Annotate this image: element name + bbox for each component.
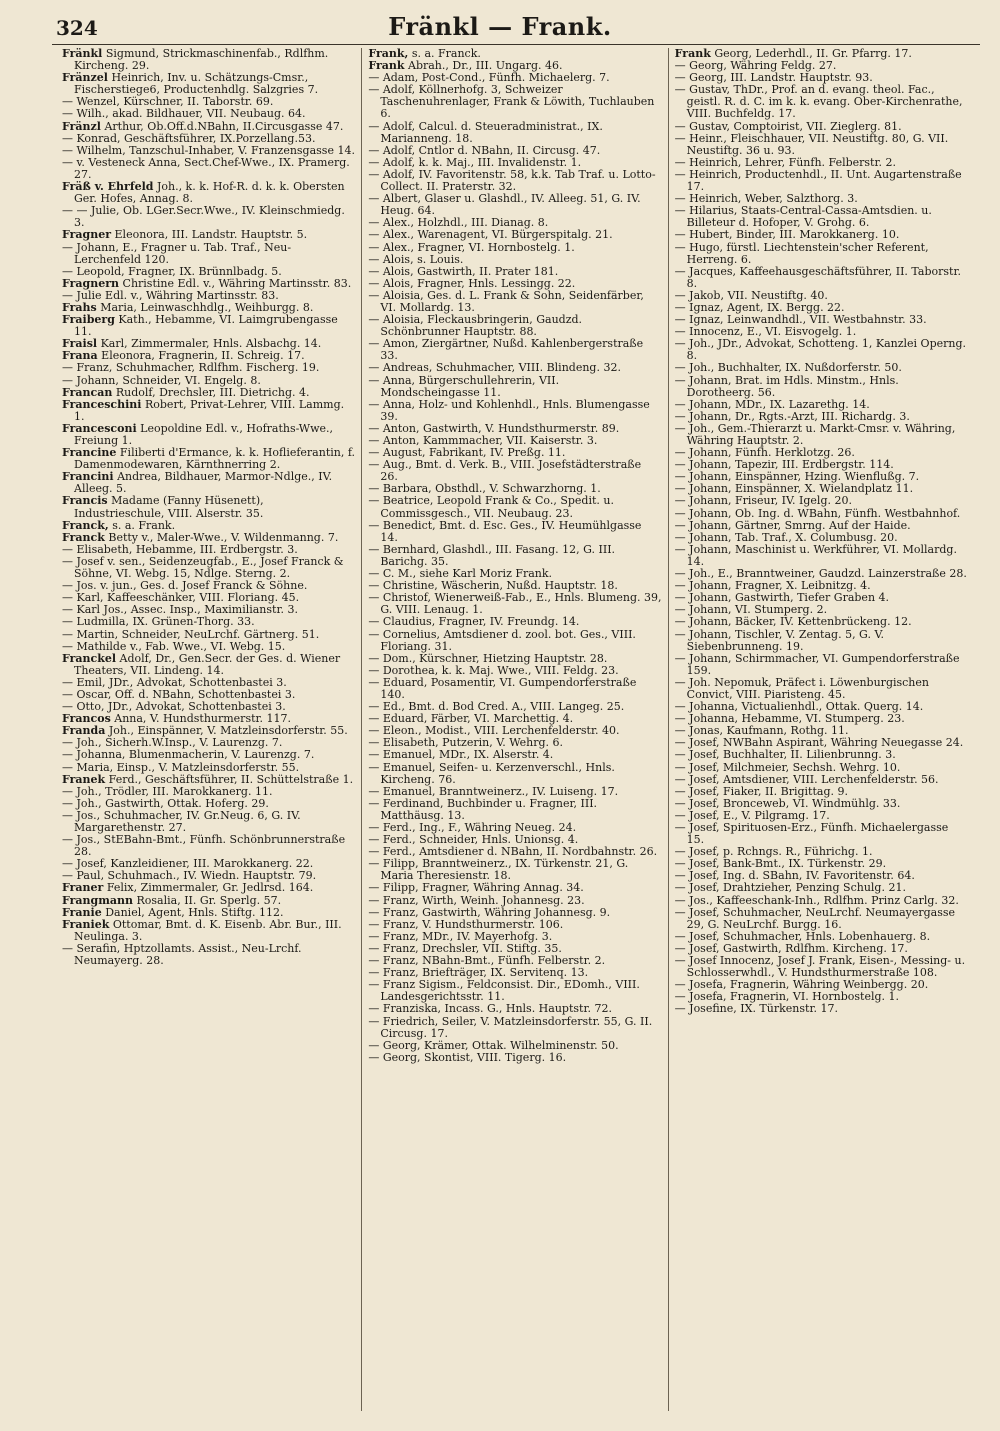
directory-entry [675, 242, 968, 266]
entry-text: — Johann, Maschinist u. Werkführer, VI. Mollardg. 14. [674, 542, 957, 568]
directory-entry [675, 205, 968, 229]
entry-text: — Ed., Bmt. d. Bod Cred. A., VIII. Langeg. 25. [368, 700, 625, 714]
entry-text: — Johann, Friseur, IV. Igelg. 20. [674, 494, 852, 508]
entry-text: — Heinrich, Productenhdl., II. Unt. Augartenstraße 17. [674, 167, 962, 194]
entry-text: — Ludmilla, IX. Grünen-Thorg. 33. [62, 615, 255, 629]
entry-text: — Johann, Tab. Traf., X. Columbusg. 20. [674, 530, 898, 544]
entry-text: Eleonora, III. Landstr. Hauptstr. 5. [114, 228, 308, 242]
entry-text: — Josef, Amtsdiener, VIII. Lerchenfelderstr. 56. [674, 772, 939, 786]
entry-text: — Christof, Wienerweiß-Fab., E., Hnls. Blumeng. 39, G. VIII. Lenaug. 1. [368, 591, 662, 617]
entry-text: — Josef, p. Rchngs. R., Führichg. 1. [674, 845, 873, 859]
entry-text: Maria, Leinwaschhdlg., Weihburgg. 8. [100, 300, 314, 314]
entry-name: Fragner [62, 228, 112, 242]
directory-entry [368, 544, 661, 568]
entry-name: Francesconi [62, 421, 137, 435]
entry-text: — Johann, Schirmmacher, VI. Gumpendorferstraße 159. [674, 651, 960, 677]
entry-text: — Franz, NBahn-Bmt., Fünfh. Felberstr. 2. [368, 954, 606, 968]
entry-text: — Anna, Bürgerschullehrerin, VII. Mondscheingasse 11. [368, 373, 560, 399]
directory-entry [62, 181, 355, 205]
entry-text: — Martin, Schneider, NeuLrchf. Gärtnerg. 51. [62, 627, 320, 641]
entry-text: — Johann, E., Fragner u. Tab. Traf., Neu-Lerchenfeld 120. [62, 240, 292, 266]
entry-text: — Heinrich, Weber, Salzthorg. 3. [674, 192, 858, 206]
directory-column-2 [362, 48, 668, 1411]
entry-text: Adolf, Dr., Gen.Secr. der Ges. d. Wiener Theaters, VII. Lindeng. 14. [74, 651, 341, 677]
directory-entry [368, 762, 661, 786]
entry-text: — Franz, V. Hundsthurmerstr. 106. [368, 917, 564, 931]
entry-text: — Franz, Wirth, Weinh. Johannesg. 23. [368, 893, 585, 907]
entry-text: — Bernhard, Glashdl., III. Fasang. 12, G. III. Barichg. 35. [368, 542, 616, 568]
directory-entry [675, 822, 968, 846]
entry-text: — Wilhelm, Tanzschul-Inhaber, V. Franzensgasse 14. [62, 143, 355, 157]
entry-text: Sigmund, Strickmaschinenfab., Rdlfhm. Kircheng. 29. [74, 48, 329, 73]
directory-entry [62, 834, 355, 858]
entry-text: — Johann, Tapezir, III. Erdbergstr. 114. [674, 458, 894, 472]
entry-text: Madame (Fanny Hüsenett), Industrieschule, VIII. Alserstr. 35. [74, 494, 264, 520]
entry-text: — v. Vesteneck Anna, Sect.Chef-Wwe., IX. Pramerg. 27. [62, 155, 350, 181]
directory-column-1 [56, 48, 362, 1411]
entry-text: — Emil, JDr., Advokat, Schottenbastei 3. [62, 675, 287, 689]
entry-text: Anna, V. Hundsthurmerstr. 117. [114, 712, 292, 726]
entry-text: — Georg, Krämer, Ottak. Wilhelminenstr. 50. [368, 1038, 619, 1052]
entry-text: — Dorothea, k. k. Maj. Wwe., VIII. Feldg. 23. [368, 663, 619, 677]
entry-text: — Dom., Kürschner, Hietzing Hauptstr. 28. [368, 651, 608, 665]
entry-text: — Josef, Bank-Bmt., IX. Türkenstr. 29. [674, 857, 887, 871]
entry-name: Franek [62, 772, 106, 786]
entry-text: — C. M., siehe Karl Moriz Frank. [368, 567, 553, 581]
entry-text: — Josef, Kanzleidiener, III. Marokkanerg. 22. [62, 857, 314, 871]
entry-text: — Hubert, Binder, III. Marokkanerg. 10. [674, 228, 900, 242]
entry-text: — Mathilde v., Fab. Wwe., VI. Webg. 15. [62, 639, 286, 653]
header-rule [52, 44, 980, 45]
entry-text: Kath., Hebamme, VI. Laimgrubengasse 11. [74, 313, 338, 339]
entry-text: — Johann, Einspänner, Hzing. Wienflußg. 7. [674, 470, 920, 484]
entry-text: — Cornelius, Amtsdiener d. zool. bot. Ges., VIII. Floriang. 31. [368, 627, 636, 653]
entry-name: Francini [62, 470, 114, 484]
entry-text: — Johann, Einspänner, X. Wielandplatz 11. [674, 482, 914, 496]
entry-text: — Emanuel, MDr., IX. Alserstr. 4. [368, 748, 554, 762]
directory-entry [368, 1016, 661, 1040]
entry-text: — Jos., Schuhmacher, IV. Gr.Neug. 6, G. IV. Margarethenstr. 27. [62, 808, 301, 834]
directory-entry [368, 193, 661, 217]
entry-name: Francis [62, 494, 108, 508]
directory-entry [368, 629, 661, 653]
directory-entry [675, 84, 968, 120]
directory-entry [368, 495, 661, 519]
directory-entry [675, 955, 968, 979]
entry-text: — Hilarius, Staats-Central-Cassa-Amtsdien. u. Billeteur d. Hofoper, V. Grohg. 6. [674, 204, 932, 230]
entry-text: — Amon, Ziergärtner, Nußd. Kahlenbergerstraße 33. [368, 337, 644, 363]
entry-text: Eleonora, Fragnerin, II. Schreig. 17. [101, 349, 305, 363]
directory-entry [62, 653, 355, 677]
directory-entry [675, 544, 968, 568]
directory-entry [675, 629, 968, 653]
directory-entry [368, 677, 661, 701]
entry-name: Francos [62, 712, 111, 726]
entry-text: Christine Edl. v., Währing Martinsstr. 83. [122, 276, 352, 290]
entry-name: Frank, [368, 48, 409, 60]
entry-text: — Alex., Holzhdl., III. Dianag. 8. [368, 216, 549, 230]
entry-text: — Johann, Tischler, V. Zentag. 5, G. V. Siebenbrunneng. 19. [674, 627, 884, 653]
entry-name: Fräß v. Ehrfeld [62, 180, 154, 194]
entry-text: — Joh., Gem.-Thierarzt u. Markt-Cmsr. v. Währing, Währing Hauptstr. 2. [674, 421, 956, 447]
entry-text: — Jos., StEBahn-Bmt., Fünfh. Schönbrunnerstraße 28. [62, 833, 346, 859]
entry-text: — Josefa, Fragnerin, VI. Hornbostelg. 1. [674, 990, 900, 1004]
entry-text: — Johann, Gastwirth, Tiefer Graben 4. [674, 591, 890, 605]
page-title: Fränkl — Frank. [388, 12, 612, 41]
entry-text: — Alois, Fragner, Hnls. Lessingg. 22. [368, 276, 576, 290]
entry-text: Joh., k. k. Hof-R. d. k. k. Obersten Ger. Hofes, Annag. 8. [74, 180, 345, 206]
entry-text: — Jos. v. jun., Ges. d. Josef Franck & Söhne. [62, 579, 308, 593]
entry-text: — Aloisia, Ges. d. L. Frank & Sohn, Seidenfärber, VI. Mollardg. 13. [368, 288, 644, 314]
entry-text: Ottomar, Bmt. d. K. Eisenb. Abr. Bur., III. Neulinga. 3. [74, 917, 342, 943]
entry-name: Fraiberg [62, 313, 115, 327]
entry-text: — Josef, NWBahn Aspirant, Währing Neuegasse 24. [674, 736, 964, 750]
directory-entry [675, 266, 968, 290]
entry-text: — Benedict, Bmt. d. Esc. Ges., IV. Heumühlgasse 14. [368, 518, 642, 544]
entry-text: — Johann, Dr., Rgts.-Arzt, III. Richardg. 3. [674, 409, 910, 423]
entry-text: — Emanuel, Branntweinerz., IV. Luiseng. 17. [368, 784, 619, 798]
entry-text: — Paul, Schuhmach., IV. Wiedn. Hauptstr. 79. [62, 869, 317, 883]
entry-text: Filiberti d'Ermance, k. k. Hoflieferantin, f. Damenmodewaren, Kärnthnerring 2. [74, 446, 356, 472]
entry-text: Rosalia, II. Gr. Sperlg. 57. [136, 893, 282, 907]
entry-text: — Ferd., Ing., F., Währing Neueg. 24. [368, 821, 577, 834]
entry-text: — Barbara, Obsthdl., V. Schwarzhorng. 1. [368, 482, 601, 496]
entry-text: — Josef, Spirituosen-Erz., Fünfh. Michaelergasse 15. [674, 821, 949, 847]
entry-name: Franck, [62, 518, 109, 532]
entry-text: Rudolf, Drechsler, III. Dietrichg. 4. [115, 385, 310, 399]
entry-text: — Johann, Brat. im Hdls. Minstm., Hnls. Dorotheerg. 56. [674, 373, 899, 399]
entry-text: — Jakob, VII. Neustiftg. 40. [674, 288, 828, 302]
entry-text: — Franz, Schuhmacher, Rdlfhm. Fischerg. 19. [62, 361, 320, 375]
entry-text: — Franz, Drechsler, VII. Stiftg. 35. [368, 941, 562, 955]
directory-entry [62, 314, 355, 338]
entry-text: — Josef v. sen., Seidenzeugfab., E., Josef Franck & Söhne, VI. Webg. 15, Ndlge. Sterng. 2. [62, 554, 344, 581]
directory-entry [62, 205, 355, 229]
entry-text: — Joh., E., Branntweiner, Gaudzd. Lainzerstraße 28. [674, 567, 967, 581]
entry-text: — Aloisia, Fleckausbringerin, Gaudzd. Schönbrunner Hauptstr. 88. [368, 313, 583, 339]
directory-entry [368, 520, 661, 544]
entry-text: — Ignaz, Leinwandhdl., VII. Westbahnstr. 33. [674, 313, 927, 327]
directory-entry [62, 72, 355, 96]
entry-name: Frank [368, 59, 405, 73]
entry-text: — Filipp, Branntweinerz., IX. Türkenstr. 21, G. Maria Theresienstr. 18. [368, 857, 629, 883]
directory-columns [56, 48, 974, 1411]
entry-text: — Karl Jos., Assec. Insp., Maximilianstr. 3. [62, 603, 298, 617]
entry-name: Frahs [62, 300, 97, 314]
entry-text: — Josef, Buchhalter, II. Lilienbrunng. 3. [674, 748, 896, 762]
entry-text: — Joh. Nepomuk, Präfect i. Löwenburgischen Convict, VIII. Piaristeng. 45. [674, 675, 929, 701]
directory-entry [675, 653, 968, 677]
entry-name: Frank [674, 48, 711, 60]
entry-text: — Johann, VI. Stumperg. 2. [674, 603, 828, 617]
entry-text: — Johann, Ob. Ing. d. WBahn, Fünfh. Westbahnhof. [674, 506, 961, 520]
entry-text: — Anton, Kammmacher, VII. Kaiserstr. 3. [368, 434, 598, 447]
directory-entry [368, 592, 661, 616]
entry-text: — Georg, III. Landstr. Hauptstr. 93. [674, 71, 873, 85]
entry-text: — Anton, Gastwirth, V. Hundsthurmerstr. 89. [368, 421, 620, 435]
entry-text: — Adam, Post-Cond., Fünfh. Michaelerg. 7. [368, 71, 610, 85]
entry-text: — Alex., Warenagent, VI. Bürgerspitalg. 21. [368, 228, 613, 242]
entry-text: — Elisabeth, Hebamme, III. Erdbergstr. 3. [62, 542, 298, 556]
entry-name: Franie [62, 905, 102, 919]
entry-text: — Elisabeth, Putzerin, V. Wehrg. 6. [368, 736, 564, 750]
entry-text: — Innocenz, E., VI. Eisvogelg. 1. [674, 325, 857, 339]
entry-text: — Ignaz, Agent, IX. Bergg. 22. [674, 300, 845, 314]
directory-entry [368, 459, 661, 483]
directory-entry [675, 677, 968, 701]
entry-text: — Emanuel, Seifen- u. Kerzenverschl., Hnls. Kircheng. 76. [368, 760, 615, 786]
entry-text: — Adolf, k. k. Maj., III. Invalidenstr. 1. [368, 155, 582, 169]
entry-text: — Jos., Kaffeeschank-Inh., Rdlfhm. Prinz Carlg. 32. [674, 893, 959, 907]
entry-text: — Franz, Gastwirth, Währing Johannesg. 9. [368, 905, 611, 919]
entry-text: — Heinrich, Lehrer, Fünfh. Felberstr. 2. [674, 155, 897, 169]
entry-name: Franck [62, 530, 105, 544]
directory-entry [62, 556, 355, 580]
directory-entry [368, 979, 661, 1003]
entry-text: — Josef, Milchmeier, Sechsh. Wehrg. 10. [674, 760, 901, 774]
directory-entry [368, 858, 661, 882]
directory-entry [62, 48, 355, 72]
entry-text: — Adolf, IV. Favoritenstr. 58, k.k. Tab Traf. u. Lotto-Collect. II. Praterstr. 32. [368, 167, 656, 194]
entry-text: — Leopold, Fragner, IX. Brünnlbadg. 5. [62, 264, 282, 278]
entry-text: — Alex., Fragner, VI. Hornbostelg. 1. [368, 240, 575, 254]
entry-text: Andrea, Bildhauer, Marmor-Ndlge., IV. Alleeg. 5. [74, 470, 333, 496]
entry-name: Frangmann [62, 893, 133, 907]
entry-text: — Georg, Skontist, VIII. Tigerg. 16. [368, 1050, 567, 1064]
entry-text: s. a. Frank. [112, 518, 176, 532]
entry-text: — Albert, Glaser u. Glashdl., IV. Alleeg. 51, G. IV. Heug. 64. [368, 192, 641, 218]
entry-text: — Andreas, Schuhmacher, VIII. Blindeng. 32. [368, 361, 621, 375]
entry-text: — — Julie, Ob. LGer.Secr.Wwe., IV. Kleinschmiedg. 3. [62, 204, 345, 230]
entry-text: — Oscar, Off. d. NBahn, Schottenbastei 3. [62, 687, 296, 701]
entry-text: — Johann, Fragner, X. Leibnitzg. 4. [674, 579, 871, 593]
entry-text: — Maria, Einsp., V. Matzleinsdorferstr. 55. [62, 760, 300, 774]
entry-text: — Johann, Schneider, VI. Engelg. 8. [62, 373, 261, 387]
entry-text: — Heinr., Fleischhauer, VII. Neustiftg. 80, G. VII. Neustiftg. 36 u. 93. [674, 131, 949, 157]
entry-text: — Wenzel, Kürschner, II. Taborstr. 69. [62, 95, 274, 109]
entry-name: Fränkl [62, 48, 103, 60]
entry-text: — Wilh., akad. Bildhauer, VII. Neubaug. 64. [62, 107, 306, 121]
directory-entry [675, 133, 968, 157]
entry-text: — Jacques, Kaffeehausgeschäftsführer, II. Taborstr. 8. [674, 264, 961, 290]
entry-text: — Josefine, IX. Türkenstr. 17. [674, 1002, 838, 1016]
entry-name: Frana [62, 349, 98, 363]
entry-text: — Franz, Briefträger, IX. Servitenq. 13. [368, 966, 589, 980]
entry-text: Daniel, Agent, Hnls. Stiftg. 112. [105, 905, 284, 919]
directory-entry [368, 399, 661, 423]
entry-text: — Hugo, fürstl. Liechtenstein'scher Referent, Herreng. 6. [674, 240, 929, 266]
entry-text: — Josef, E., V. Pilgramg. 17. [674, 808, 830, 822]
directory-entry [368, 338, 661, 362]
directory-entry [368, 314, 661, 338]
entry-text: — Franz Sigism., Feldconsist. Dir., EDomh., VIII. Landesgerichtsstr. 11. [368, 978, 640, 1004]
entry-text: — Josef, Drahtzieher, Penzing Schulg. 21. [674, 881, 906, 895]
entry-name: Fraisl [62, 337, 98, 351]
directory-entry [62, 447, 355, 471]
entry-text: — Eduard, Posamentir, VI. Gumpendorferstraße 140. [368, 675, 637, 701]
directory-entry [675, 169, 968, 193]
entry-text: — Johanna, Blumenmacherin, V. Laurenzg. 7. [62, 748, 315, 762]
directory-entry [368, 375, 661, 399]
directory-entry [368, 1052, 661, 1064]
entry-text: Arthur, Ob.Off.d.NBahn, II.Circusgasse 47. [104, 119, 344, 133]
entry-name: Francine [62, 446, 117, 460]
directory-entry [62, 423, 355, 447]
entry-text: — Anna, Holz- und Kohlenhdl., Hnls. Blumengasse 39. [368, 397, 650, 423]
entry-text: — Josef, Fiaker, II. Brigittag. 9. [674, 784, 848, 798]
entry-text: — Johanna, Victualienhdl., Ottak. Querg. 14. [674, 700, 924, 714]
directory-entry [62, 943, 355, 967]
directory-entry [62, 471, 355, 495]
directory-entry [368, 798, 661, 822]
entry-text: — Josef, Gastwirth, Rdlfhm. Kircheng. 17. [674, 941, 908, 955]
entry-name: Fragnern [62, 276, 120, 290]
entry-text: — Joh., JDr., Advokat, Schotteng. 1, Kanzlei Operng. 8. [674, 337, 967, 363]
entry-name: Francan [62, 385, 113, 399]
directory-entry [675, 338, 968, 362]
entry-text: — Adolf, Calcul. d. Steueradministrat., IX. Marianneng. 18. [368, 119, 603, 145]
entry-text: — Josef, Schuhmacher, NeuLrchf. Neumayergasse 29, G. NeuLrchf. Burgg. 16. [674, 905, 956, 931]
entry-text: — Adolf, Köllnerhofg. 3, Schweizer Taschenuhrenlager, Frank & Löwith, Tuchlauben 6. [368, 83, 655, 121]
directory-entry [675, 423, 968, 447]
entry-text: — Filipp, Fragner, Währing Annag. 34. [368, 881, 584, 895]
entry-text: Felix, Zimmermaler, Gr. Jedlrsd. 164. [106, 881, 314, 895]
entry-text: — Otto, JDr., Advokat, Schottenbastei 3. [62, 700, 286, 714]
entry-text: — Adolf, Cntlor d. NBahn, II. Circusg. 47. [368, 143, 601, 157]
entry-text: — Josef Innocenz, Josef J. Frank, Eisen-, Messing- u. Schlosserwhdl., V. Hundsthurmerstraße 108. [674, 954, 966, 980]
entry-text: — Johann, Bäcker, IV. Kettenbrückeng. 12. [674, 615, 912, 629]
entry-text: — Eleon., Modist., VIII. Lerchenfelderstr. 40. [368, 724, 620, 738]
entry-text: — Johanna, Hebamme, VI. Stumperg. 23. [674, 712, 905, 726]
directory-entry [62, 399, 355, 423]
entry-text: Abrah., Dr., III. Ungarg. 46. [408, 59, 563, 73]
directory-entry [675, 1003, 968, 1015]
entry-text: Georg, Lederhdl., II. Gr. Pfarrg. 17. [714, 48, 912, 60]
directory-column-3 [669, 48, 974, 1411]
entry-text: — Gustav, ThDr., Prof. an d. evang. theol. Fac., geistl. R. d. C. im k. k. evang. Ober-Kirchenrathe, VIII. Buchfeldg. 17. [674, 83, 963, 121]
entry-text: — Eduard, Färber, VI. Marchettig. 4. [368, 712, 574, 726]
entry-text: Heinrich, Inv. u. Schätzungs-Cmsr., Fischerstiege6, Productenhdlg. Salzgries 7. [74, 71, 319, 97]
entry-text: — Serafin, Hptzollamts. Assist., Neu-Lrchf. Neumayerg. 28. [62, 941, 302, 968]
entry-text: — Ferd., Amtsdiener d. NBahn, II. Nordbahnstr. 26. [368, 845, 658, 859]
directory-entry [62, 495, 355, 519]
entry-text: — Joh., Buchhalter, IX. Nußdorferstr. 50. [674, 361, 902, 375]
entry-text: — Josef, Ing. d. SBahn, IV. Favoritenstr. 64. [674, 869, 915, 883]
entry-text: — Friedrich, Seiler, V. Matzleinsdorferstr. 55, G. II. Circusg. 17. [368, 1014, 653, 1040]
entry-text: Robert, Privat-Lehrer, VIII. Lammg. 1. [74, 397, 345, 423]
entry-name: Franda [62, 724, 106, 738]
directory-entry [675, 375, 968, 399]
entry-text: — Josef, Bronceweb, VI. Windmühlg. 33. [674, 796, 901, 810]
entry-name: Fränzl [62, 119, 101, 133]
directory-entry [62, 242, 355, 266]
entry-text: — Jonas, Kaufmann, Rothg. 11. [674, 724, 849, 738]
directory-entry [368, 121, 661, 145]
entry-text: — Josefa, Fragnerin, Währing Weinbergg. 20. [674, 978, 929, 992]
entry-text: Leopoldine Edl. v., Hofraths-Wwe., Freiung 1. [74, 421, 333, 447]
directory-entry [368, 169, 661, 193]
entry-text: — Alois, Gastwirth, II. Prater 181. [368, 264, 559, 278]
entry-name: Franiek [62, 917, 110, 931]
entry-text: — Johann, Gärtner, Smrng. Auf der Haide. [674, 518, 911, 532]
entry-text: Joh., Einspänner, V. Matzleinsdorferstr. 55. [108, 724, 348, 738]
entry-text: Ferd., Geschäftsführer, II. Schüttelstraße 1. [108, 772, 354, 786]
entry-text: — Alois, s. Louis. [368, 252, 464, 266]
entry-text: — Georg, Währing Feldg. 27. [674, 59, 837, 73]
entry-text: — Johann, Fünfh. Herklotzg. 26. [674, 446, 855, 460]
entry-text: s. a. Franck. [411, 48, 481, 60]
directory-entry [368, 290, 661, 314]
entry-text: — Joh., Trödler, III. Marokkanerg. 11. [62, 784, 273, 798]
entry-text: — Aug., Bmt. d. Verk. B., VIII. Josefstädterstraße 26. [368, 458, 642, 484]
entry-text: — Franz, MDr., IV. Mayerhofg. 3. [368, 929, 553, 943]
entry-text: — Joh., Sicherh.W.Insp., V. Laurenzg. 7. [62, 736, 283, 750]
entry-text: — Josef, Schuhmacher, Hnls. Lobenhauerg. 8. [674, 929, 931, 943]
page-number: 324 [56, 16, 98, 40]
entry-text: — Joh., Gastwirth, Ottak. Hoferg. 29. [62, 796, 269, 810]
entry-text: — Johann, MDr., IX. Lazarethg. 14. [674, 397, 870, 411]
entry-text: — Gustav, Comptoirist, VII. Zieglerg. 81. [674, 119, 902, 133]
entry-text: — August, Fabrikant, IV. Preßg. 11. [368, 446, 566, 460]
directory-entry [675, 907, 968, 931]
entry-name: Franckel [62, 651, 117, 665]
entry-text: — Konrad, Geschäftsführer, IX.Porzellang.53. [62, 131, 316, 145]
entry-text: — Claudius, Fragner, IV. Freundg. 14. [368, 615, 580, 629]
entry-text: Karl, Zimmermaler, Hnls. Alsbachg. 14. [100, 337, 322, 351]
entry-text: — Karl, Kaffeeschänker, VIII. Floriang. 45. [62, 591, 300, 605]
entry-name: Fränzel [62, 71, 108, 85]
entry-name: Franer [62, 881, 104, 895]
directory-entry [62, 157, 355, 181]
entry-text: — Christine, Wäscherin, Nußd. Hauptstr. 18. [368, 579, 618, 593]
directory-entry [62, 810, 355, 834]
entry-text: — Julie Edl. v., Währing Martinsstr. 83. [62, 288, 279, 302]
directory-entry [368, 84, 661, 120]
directory-entry [62, 919, 355, 943]
entry-text: — Franziska, Incass. G., Hnls. Hauptstr. 72. [368, 1002, 612, 1016]
entry-text: Betty v., Maler-Wwe., V. Wildenmanng. 7. [108, 530, 339, 544]
entry-text: — Ferdinand, Buchbinder u. Fragner, III. Matthäusg. 13. [368, 796, 598, 822]
entry-name: Franceschini [62, 397, 142, 411]
entry-text: — Ferd., Schneider, Hnls. Unionsg. 4. [368, 833, 579, 847]
entry-text: — Beatrice, Leopold Frank & Co., Spedit. u. Commissgesch., VII. Neubaug. 23. [368, 494, 614, 520]
